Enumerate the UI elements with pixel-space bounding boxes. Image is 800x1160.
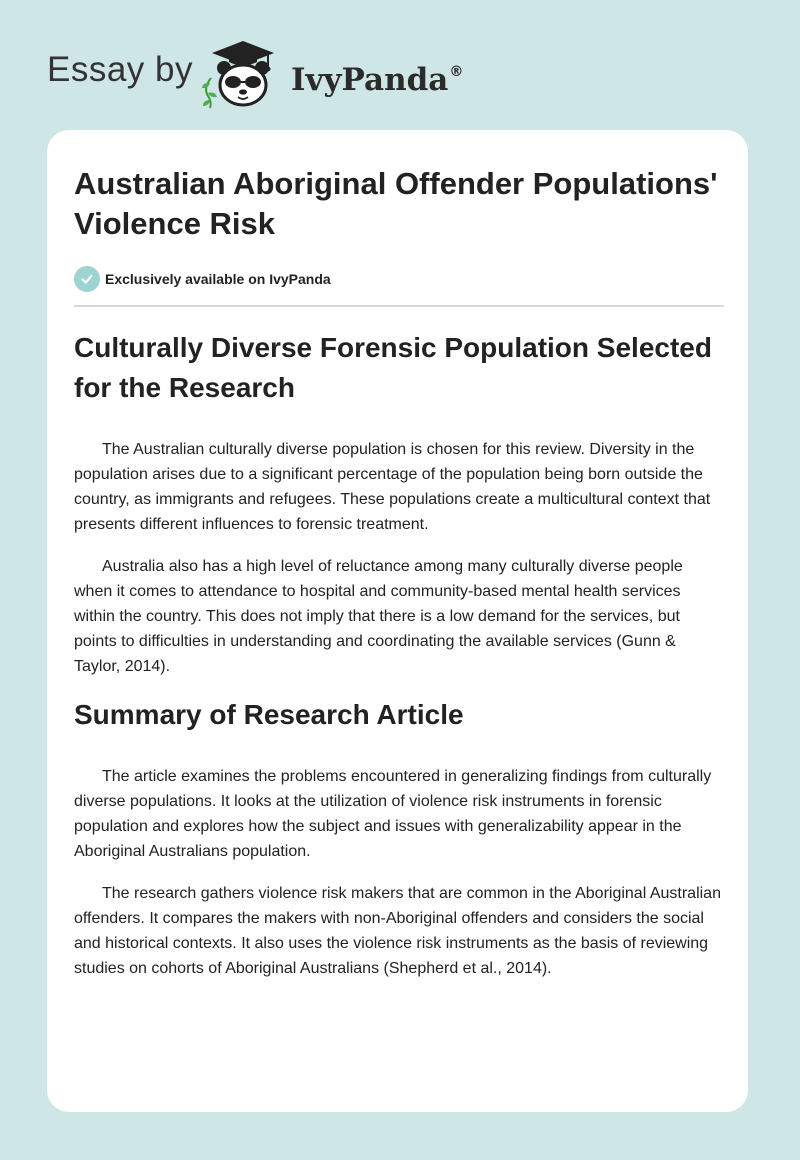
section-heading: Summary of Research Article — [74, 699, 464, 730]
section-paragraph: The research gathers violence risk makers that are common in the Aboriginal Australian offenders. It compares the makers with non-Aboriginal offenders and considers the social and historical contexts. It also uses the violence risk instruments as the basis of reviewing studies on cohorts of Aboriginal Australians (Shepherd et al., 2014). — [74, 885, 721, 977]
article-card — [47, 130, 748, 1112]
essay-by-label: Essay by — [47, 50, 193, 89]
site-header — [0, 0, 800, 130]
exclusive-label: Exclusively available on IvyPanda — [105, 271, 331, 287]
title-divider — [74, 305, 724, 307]
article-title: Australian Aboriginal Offender Populations' Violence Risk — [74, 166, 718, 241]
article-content — [74, 164, 724, 981]
brand-name-text: IvyPanda — [291, 62, 449, 98]
ivypanda-logo-icon[interactable] — [202, 38, 284, 110]
section-paragraph: The Australian culturally diverse population is chosen for this review. Diversity in the population arises due to a significant percentage of the population being born outside the country, as immigrants and refugees. These populations create a multicultural context that presents different influences to forensic treatment. — [74, 441, 711, 533]
check-icon — [74, 266, 100, 292]
section-paragraph: The article examines the problems encountered in generalizing findings from culturally diverse populations. It looks at the utilization of violence risk instruments in forensic population and explores how the subject and issues with generalizability appear in the Aboriginal Australians population. — [74, 768, 712, 860]
registered-mark: ® — [449, 64, 464, 80]
brand-name[interactable] — [291, 52, 463, 100]
section-paragraph: Australia also has a high level of reluctance among many culturally diverse people when it comes to attendance to hospital and community-based mental health services within the country. This does not imply that there is a low demand for the services, but points to difficulties in understanding and coordinating the available services (Gunn & Taylor, 2014). — [74, 558, 683, 675]
exclusive-badge — [74, 266, 724, 292]
section-heading: Culturally Diverse Forensic Population Selected for the Research — [74, 332, 712, 403]
